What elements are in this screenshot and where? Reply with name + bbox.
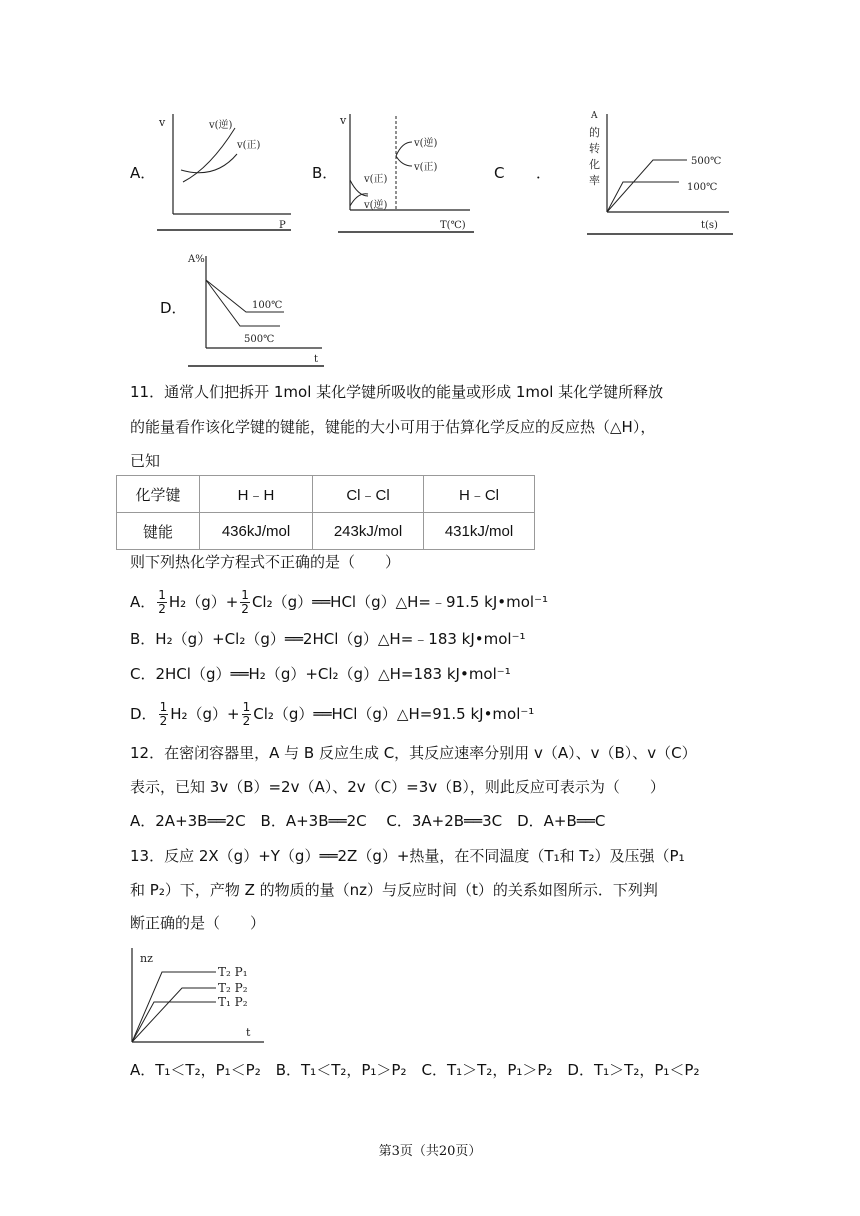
- q11-line2: 的能量看作该化学键的键能，键能的大小可用于估算化学反应的反应热（△H），: [130, 418, 656, 436]
- page-footer: 第3页（共20页）: [378, 1144, 482, 1159]
- q11-a-eq2: Cl₂（g）══HCl（g）△H=﹣91.5 kJ•mol⁻¹: [251, 593, 549, 611]
- graph-d-label1: 100℃: [252, 300, 283, 311]
- graph-d: [184, 250, 326, 368]
- graph-c-label2: 100℃: [687, 182, 718, 193]
- graph-a: [155, 108, 295, 233]
- graph-a-curve-forward: [181, 154, 237, 173]
- graph-a-curve-reverse: [183, 128, 235, 182]
- graph-c-line-100: [607, 182, 679, 212]
- fraction: $\frac{1}{2}$: [158, 588, 166, 616]
- q13-line1: 13．反应 2X（g）+Y（g）══2Z（g）+热量，在不同温度（T₁和 T₂）及压强（P₁: [130, 847, 685, 865]
- q11-option-d: [130, 701, 534, 728]
- graph-c-ylabel-4: 率: [589, 174, 600, 187]
- q11-option-a: [130, 589, 548, 616]
- graph-a-label1: v(逆): [209, 120, 233, 131]
- option-b-label: B．: [312, 164, 338, 182]
- table-row: [117, 476, 535, 513]
- option-d-label: D．: [160, 299, 187, 317]
- q11-d-label: D．: [130, 705, 157, 723]
- q11-line3: 已知: [130, 452, 161, 470]
- q11-line1: 11．通常人们把拆开 1mol 某化学键所吸收的能量或形成 1mol 某化学键所释放: [130, 383, 664, 401]
- q12-line2: 表示，已知 3v（B）=2v（A）、2v（C）=3v（B），则此反应可表示为（ ）: [130, 778, 665, 796]
- graph-b-left-top: v(正): [364, 174, 388, 185]
- graph-q13-line2: [132, 988, 216, 1042]
- option-a-label: A．: [130, 164, 156, 182]
- graph-c-ylabel-2: 转: [589, 142, 600, 155]
- graph-q13-label1: T₂ P₁: [218, 965, 248, 979]
- q13-line3: 断正确的是（ ）: [130, 914, 266, 932]
- graph-b-xaxis: T(℃): [440, 220, 466, 231]
- graph-c-line-500: [607, 160, 687, 212]
- q13-options: A．T₁＜T₂，P₁＜P₂ B．T₁＜T₂，P₁＞P₂ C．T₁＞T₂，P₁＞P₂ D．T₁＞T₂，P₁＜P₂: [130, 1061, 700, 1079]
- bond-energy-table: [116, 475, 535, 550]
- table-cell: 键能: [117, 513, 200, 550]
- q11-d-eq: H₂（g）+: [170, 705, 240, 723]
- graph-q13-xaxis: t: [246, 1026, 251, 1039]
- table-row: [117, 513, 535, 550]
- graph-b-right-top: v(逆): [414, 138, 438, 149]
- option-c-dot: ．: [536, 164, 552, 182]
- fraction: $\frac{1}{2}$: [159, 700, 168, 728]
- graph-q13-yaxis: nz: [140, 952, 153, 965]
- q11-a-eq: H₂（g）+: [168, 593, 239, 611]
- graph-c-xaxis: t(s): [701, 220, 718, 231]
- table-header-cell: Cl﹣Cl: [313, 476, 424, 513]
- graph-q13-label2: T₂ P₂: [218, 981, 248, 995]
- graph-c: [583, 108, 735, 236]
- q12-options: A．2A+3B══2C B．A+3B══2C C．3A+2B══3C D．A+B══C: [130, 812, 606, 830]
- graph-d-yaxis: A%: [188, 254, 205, 265]
- graph-b-right-bottom: v(正): [414, 162, 438, 173]
- graph-q13-label3: T₁ P₂: [218, 995, 248, 1009]
- graph-c-label1: 500℃: [691, 156, 722, 167]
- graph-c-ylabel-3: 化: [589, 158, 600, 171]
- graph-d-label2: 500℃: [244, 334, 275, 345]
- table-cell: 431kJ/mol: [424, 513, 535, 550]
- table-cell: 243kJ/mol: [313, 513, 424, 550]
- table-header-cell: H﹣Cl: [424, 476, 535, 513]
- fraction: $\frac{1}{2}$: [242, 700, 251, 728]
- q11-d-eq2: Cl₂（g）══HCl（g）△H=91.5 kJ•mol⁻¹: [253, 705, 535, 723]
- table-cell: 436kJ/mol: [200, 513, 313, 550]
- graph-q13: [124, 944, 274, 1048]
- q11-a-label: A．: [130, 593, 156, 611]
- graph-b-left-bottom: v(逆): [364, 200, 388, 211]
- graph-c-ylabel-1: 的: [589, 126, 600, 139]
- fraction: $\frac{1}{2}$: [241, 588, 249, 616]
- graph-c-ylabel-a: A: [591, 111, 598, 121]
- graph-q13-line1: [132, 972, 216, 1042]
- q11-option-c: C．2HCl（g）══H₂（g）+Cl₂（g）△H=183 kJ•mol⁻¹: [130, 665, 511, 683]
- q13-line2: 和 P₂）下，产物 Z 的物质的量（nz）与反应时间（t）的关系如图所示．下列判: [130, 881, 658, 899]
- graph-q13-line3: [132, 1002, 216, 1042]
- graph-a-xaxis: P: [279, 220, 286, 231]
- graph-a-yaxis: v: [159, 116, 166, 129]
- graph-b-yaxis: v: [340, 114, 347, 127]
- q12-line1: 12．在密闭容器里，A 与 B 反应生成 C，其反应速率分别用 v（A）、v（B）、v（C）: [130, 744, 697, 762]
- graph-a-label2: v(正): [237, 140, 261, 151]
- option-c-label: C: [494, 164, 505, 182]
- table-header-cell: 化学键: [117, 476, 200, 513]
- graph-d-xaxis: t: [314, 354, 319, 365]
- table-header-cell: H﹣H: [200, 476, 313, 513]
- graph-b: [336, 108, 476, 234]
- q11-question: 则下列热化学方程式不正确的是（ ）: [130, 553, 401, 571]
- q11-option-b: B．H₂（g）+Cl₂（g）══2HCl（g）△H=﹣183 kJ•mol⁻¹: [130, 630, 526, 648]
